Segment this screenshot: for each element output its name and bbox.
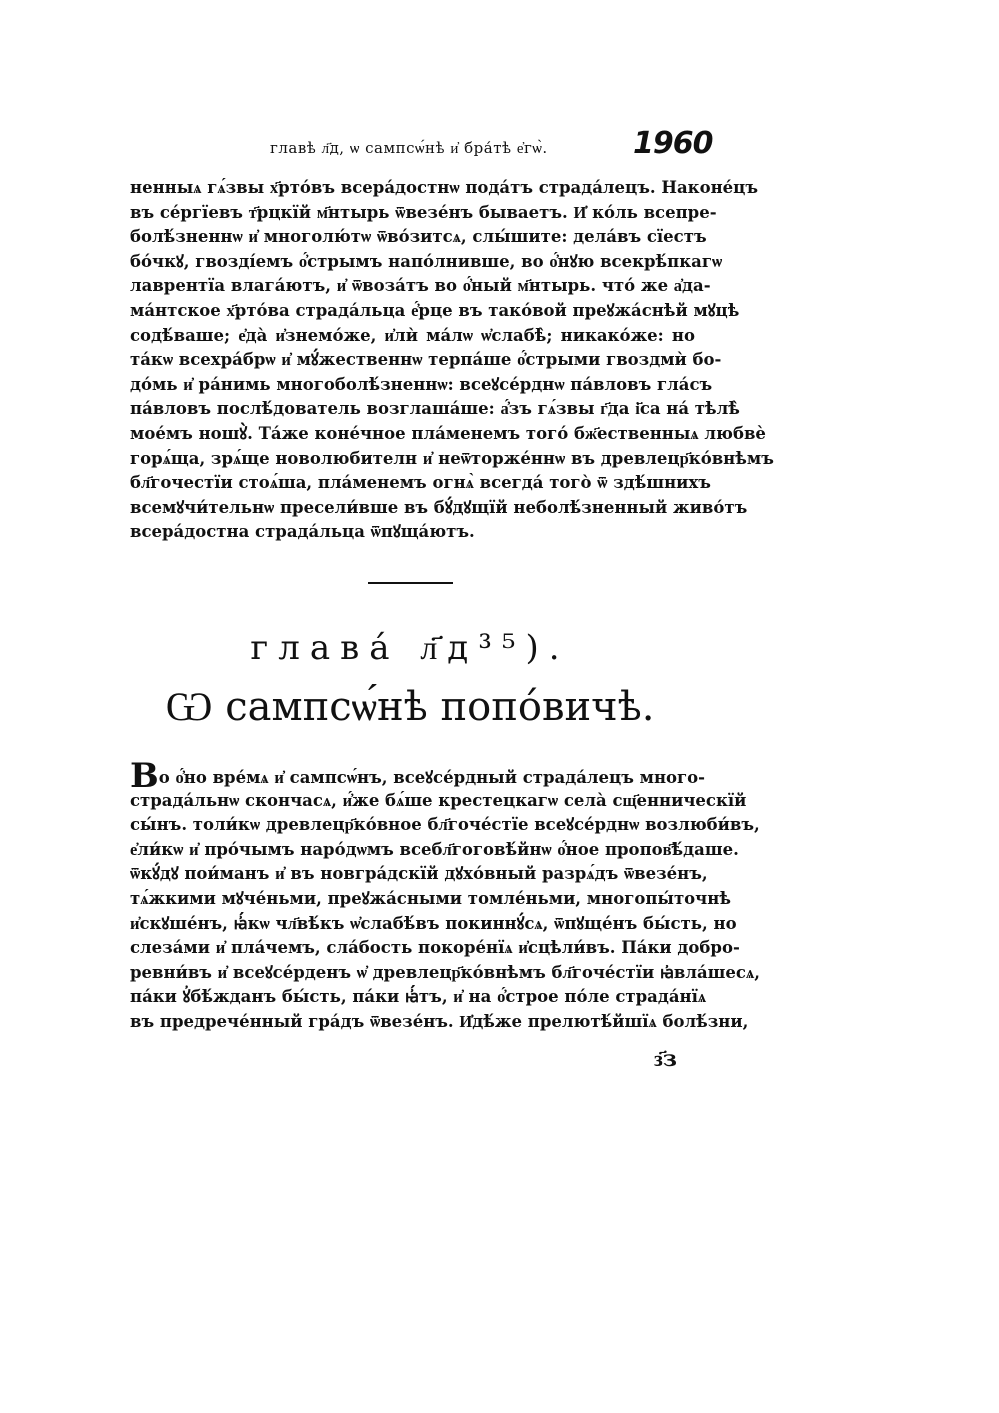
text-line: ѿкꙋ́дꙋ пои́манъ и҆ въ новгра́дскїй дꙋхо́вный разрѧ́дъ ѿвезе́нъ, [130,864,708,884]
signature-mark: з҃з [654,1046,677,1072]
text-line: ненныѧ гѧ́звы х҃рто́въ всера́достнѡ пода́тъ страда́лецъ. Наконе́цъ [130,178,758,197]
text-line: и҆скꙋше́нъ, ꙗ҆́кѡ чл҃вѣ́къ ѡ҆слабѣ́въ покиннꙋ́сѧ, ѿпꙋще́нъ бы́сть, но [130,913,737,933]
text-line: е҆ли́кѡ и҆ про́чымъ наро́дѡмъ всебл҃гоговѣ́йнѡ о҆́ное пропов҃ѣ́даше. [130,839,739,859]
text-line: горѧ́ща, зрѧ́ще новолюбителн и҆ неѿторже́ннѡ въ древлецр҃ко́внѣмъ [130,448,774,468]
page-number: 1960 [633,126,713,161]
text-line: та́кѡ всехра́брѡ и҆ мꙋ́жественнѡ терпа́ше о҆́стрыми гвоздмѝ бо- [130,350,722,370]
text-line: бл҃гочестїи стоѧ́ша, пла́менемъ огнѧ̀ всегда́ того̀ ѿ здѣ́шнихъ [130,473,711,493]
text-line: содѣ́ваше; е҆да̀ и҆знемо́же, и҆лѝ ма́лѡ ѡ҆слабѣ̀; никако́же: но [130,325,695,345]
text-line: па́вловъ послѣ́дователь возглаша́ше: а҆́зъ гѧ́звы г҃да і҃са на́ тѣлѣ̀ [130,399,740,419]
first-line-text: о о҆́но вре́мѧ и҆ сампсѡ́нъ, всеꙋсе́рдный страда́лецъ много- [158,768,705,787]
text-line: па́ки ꙋ҆бѣ́жданъ бы́сть, па́ки ꙗ҆́тъ, и҆ на о҆́строе по́ле страда́нїѧ [130,987,707,1007]
running-head: главѣ л҃д, ѡ сампсѡ́нѣ и҆ бра́тѣ е҆гѡ̀. [270,139,548,157]
text-line: болѣ́зненнѡ и҆ многолю́тѡ ѿво́зитсѧ, слы́шите: дела́въ сїестъ [130,227,707,247]
drop-cap: В [130,756,159,796]
text-line: тѧ́жкими мꙋче́ньми, преꙋжа́сными томле́ньми, многопы́точнѣ [130,888,731,908]
text-line: всемꙋчи́тельнѡ пресели́вше въ бꙋ́дꙋщїй неболѣ́зненный живо́тъ [130,497,748,517]
section-divider [368,582,453,584]
text-line: слеза́ми и҆ пла́чемъ, сла́бость покоре́нїѧ и҆сцѣли́въ. Па́ки добро- [130,938,740,958]
section-1-text [130,176,774,545]
text-line: ревни́въ и҆ всеꙋсе́рденъ ѡ҆ древлецр҃ко́внѣмъ бл҃гоче́стїи ꙗ҆вла́шесѧ, [130,962,760,982]
text-line: всера́достна страда́льца ѿпꙋща́ютъ. [130,522,475,542]
text-line: страда́льнѡ скончасѧ, и҆́же бѧ́ше крестецкагѡ села̀ сщ҃енническїй [130,790,747,810]
text-line: до́мь и҆ ра́нимь многоболѣ́зненнѡ: всеꙋсе́рднѡ па́вловъ гла́съ [130,374,713,394]
text-line: въ се́ргїевъ т҃рцкїй м҃нтырь ѿвезе́нъ бываетъ. И҆ ко́ль всепре- [130,202,717,222]
text-line: мое́мъ ношꙋ̀. Та́же коне́чное пла́менемъ того́ бж҃ественныѧ любвѐ [130,423,766,443]
text-line: бо́чкꙋ, гвозді́емъ о҆́стрымъ напо́лнивше, во о҆́нꙋю всекрѣ́пкагѡ [130,251,723,271]
chapter-title: Ѡ сампсѡ́нѣ попо́вичѣ. [165,684,655,730]
text-line: лаврентїа влага́ютъ, и҆ ѿвоза́тъ во о҆́ный м҃нтырь. что́ же а҆да- [130,276,711,296]
text-line: сы́нъ. толи́кѡ древлецр҃ко́вное бл҃гоче́стїе всеꙋсе́рднѡ возлюби́въ, [130,815,760,835]
section-2-text [130,756,760,1035]
text-line: въ предрече́нный гра́дъ ѿвезе́нъ. И҆дѣ́же прелютѣ́йшїѧ болѣ́зни, [130,1011,749,1031]
text-line: ма́нтское х҃рто́ва страда́льца е҆́рце въ тако́вой преꙋжа́снѣй мꙋцѣ [130,300,740,320]
chapter-label: глава́ л҃д³⁵). [250,628,570,668]
text-line-first [130,756,705,796]
